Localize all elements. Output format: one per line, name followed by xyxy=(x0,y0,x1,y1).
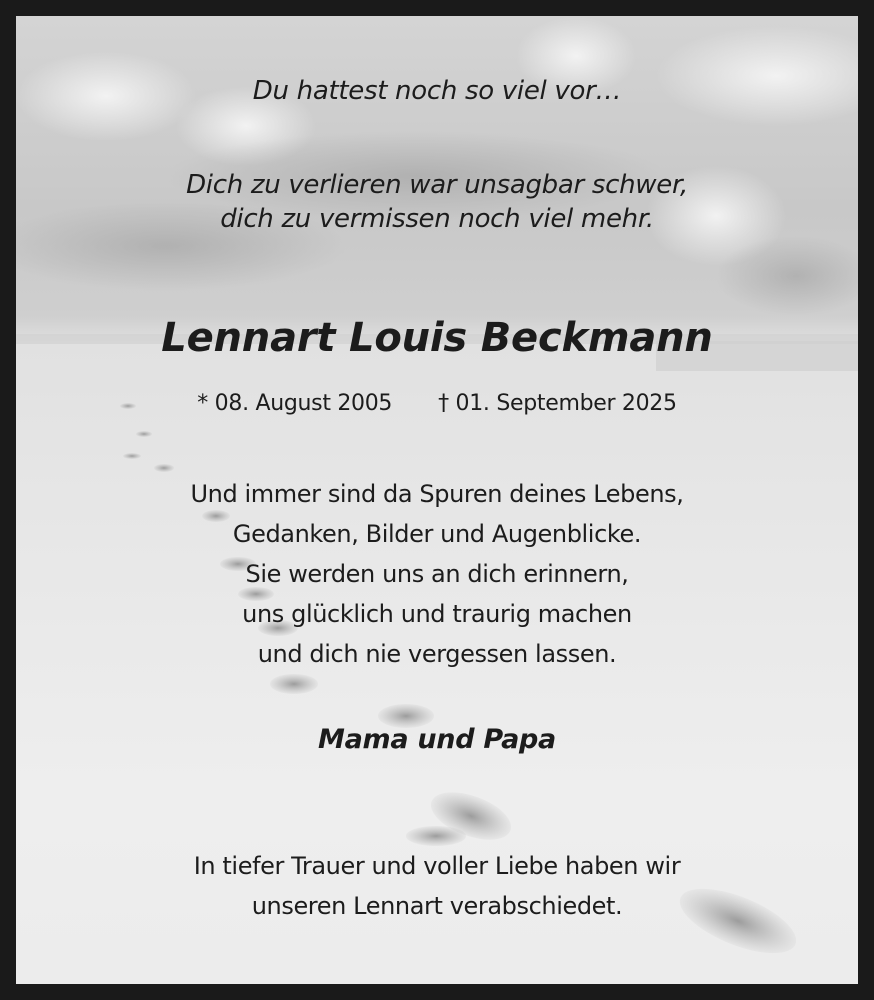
verse-line: dich zu vermissen noch viel mehr. xyxy=(220,204,654,234)
verse-line: Dich zu verlieren war unsagbar schwer, xyxy=(186,170,688,200)
closing-line: In tiefer Trauer und voller Liebe haben wir xyxy=(193,852,681,880)
poem-line: uns glücklich und traurig machen xyxy=(242,600,632,628)
poem-line: und dich nie vergessen lassen. xyxy=(257,640,617,668)
closing-line: unseren Lennart verabschiedet. xyxy=(251,892,623,920)
death-date: † 01. September 2025 xyxy=(438,391,677,416)
poem-line: Sie werden uns an dich erinnern, xyxy=(245,560,629,588)
birth-date: * 08. August 2005 xyxy=(197,391,393,416)
life-dates xyxy=(16,389,858,419)
obituary-text xyxy=(16,16,858,984)
deceased-name: Lennart Louis Beckmann xyxy=(161,315,713,361)
poem-line: Und immer sind da Spuren deines Lebens, xyxy=(190,480,684,508)
signature: Mama und Papa xyxy=(318,724,556,755)
poem-line: Gedanken, Bilder und Augenblicke. xyxy=(232,520,642,548)
motto: Du hattest noch so viel vor… xyxy=(252,76,622,106)
